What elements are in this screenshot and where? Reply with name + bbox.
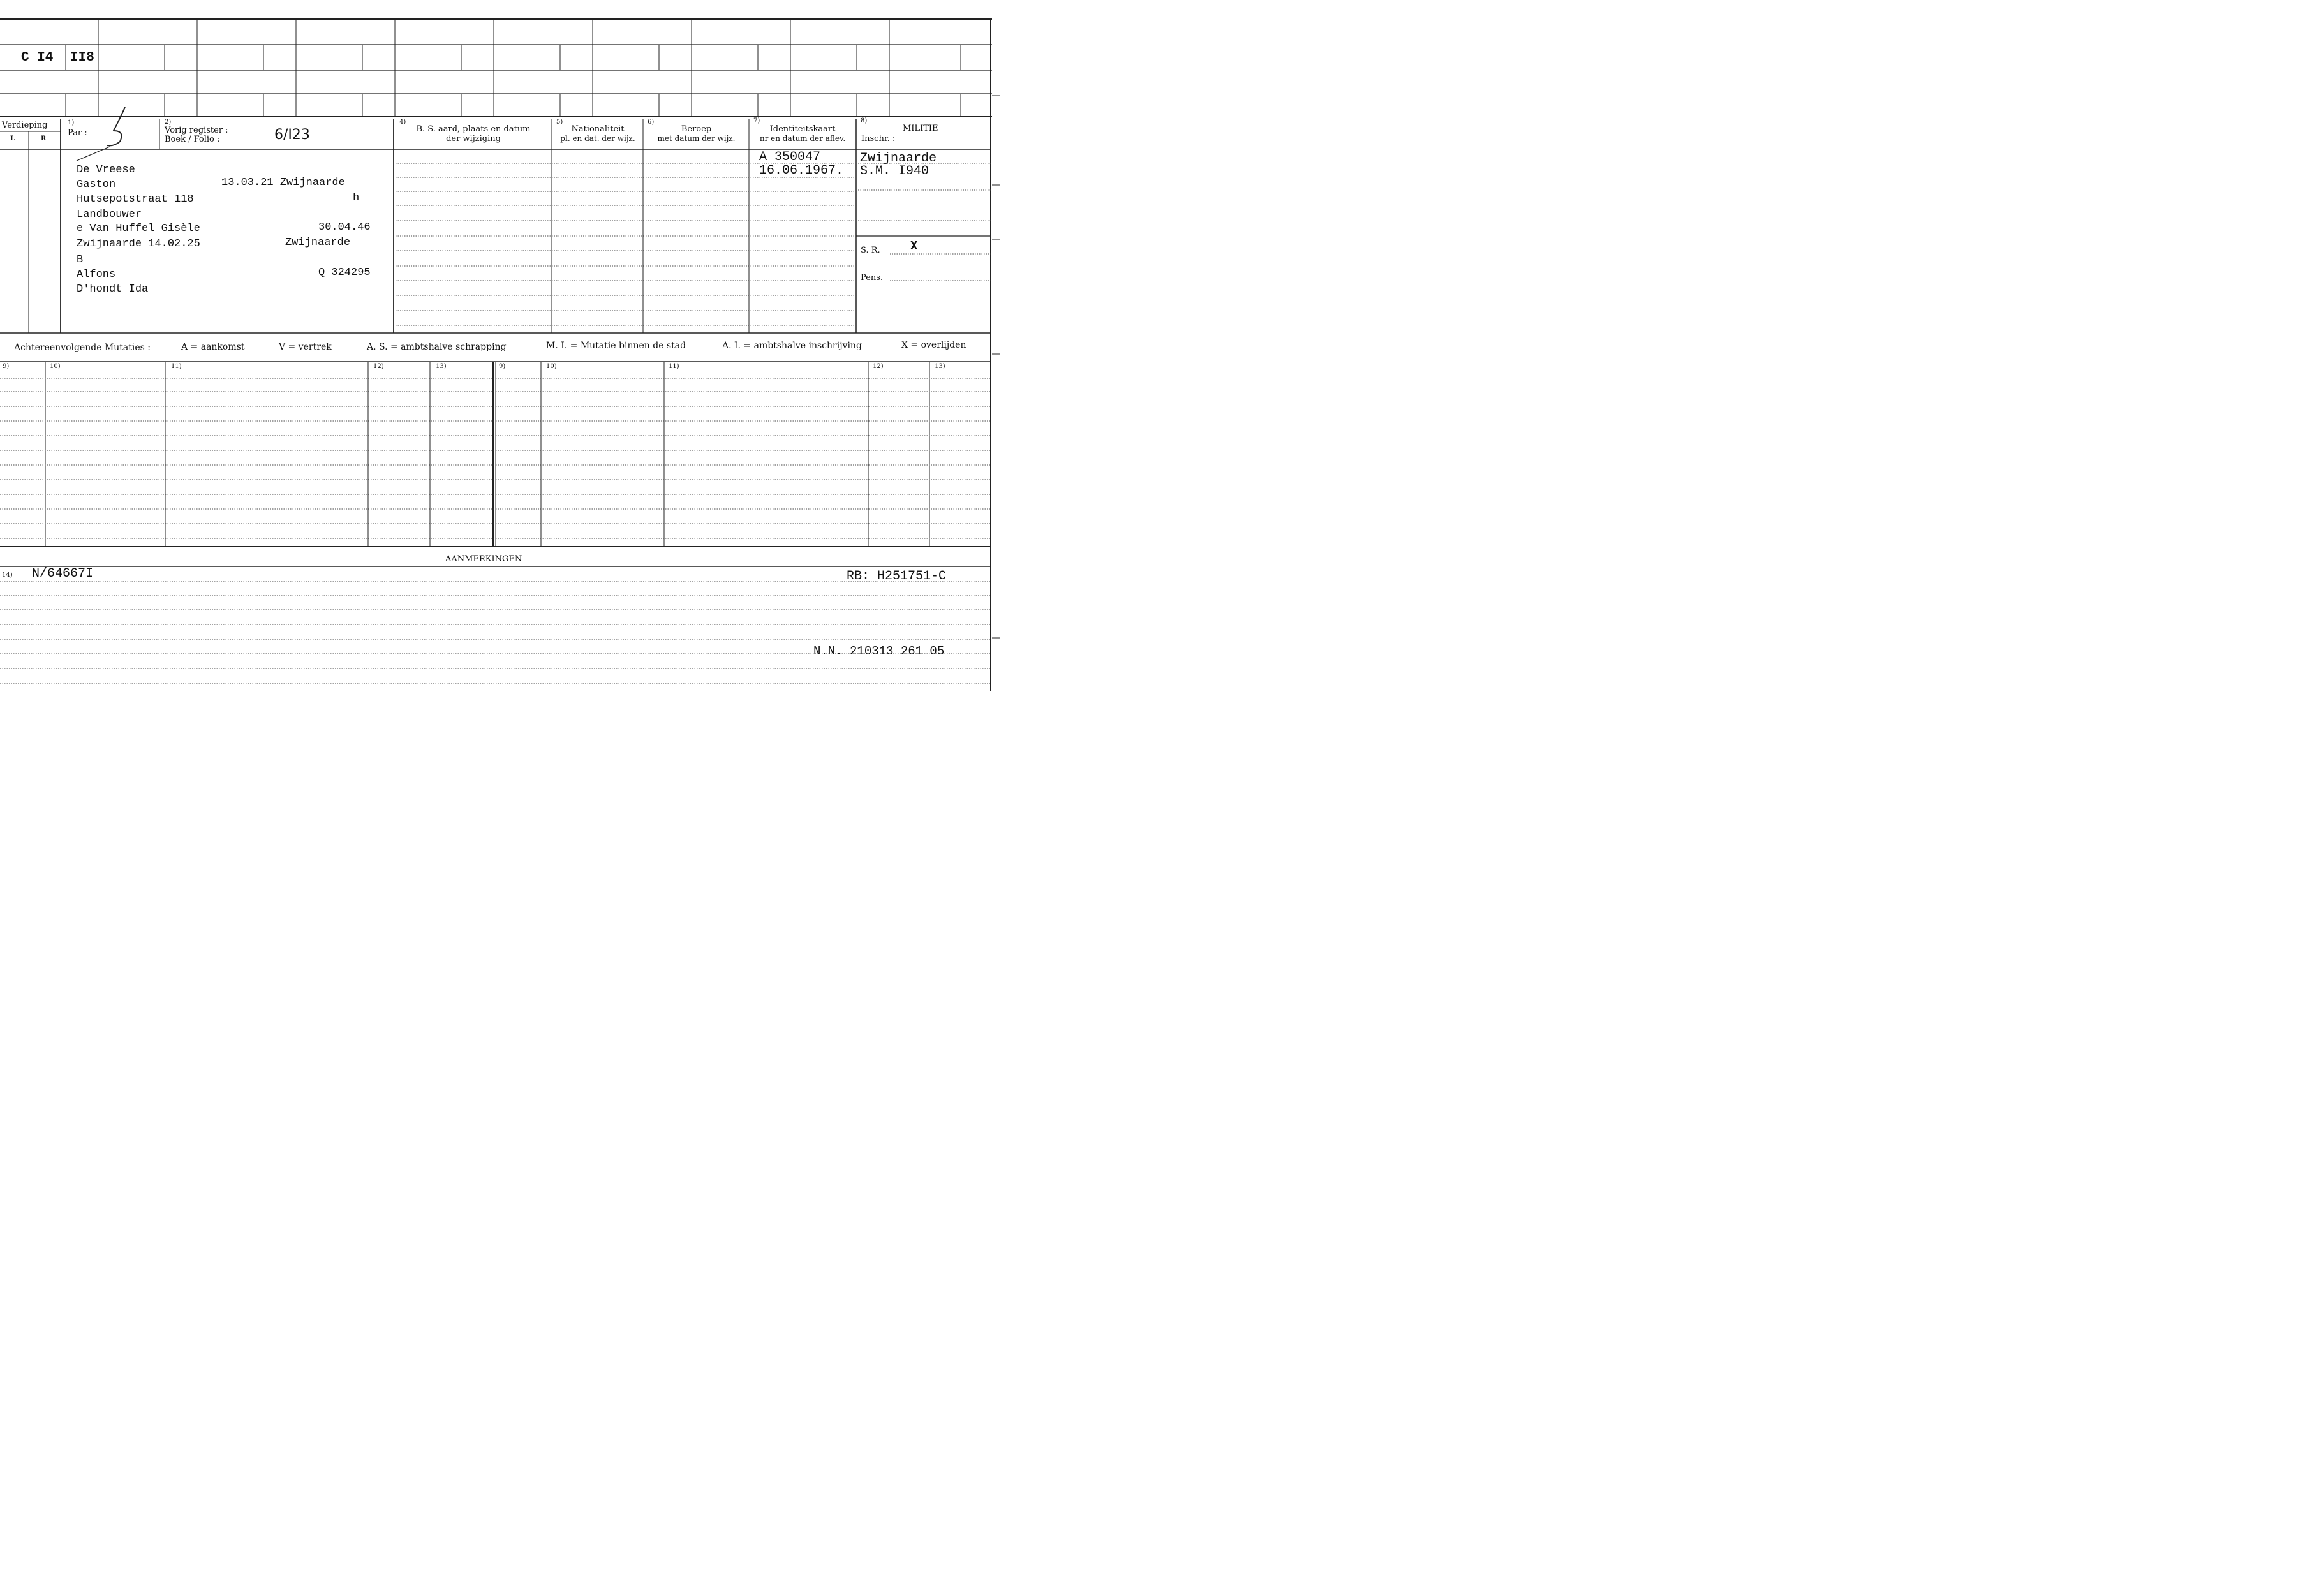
profession: Landbouwer <box>77 209 142 221</box>
address-flag: h <box>353 192 360 204</box>
col1-number: 1) <box>68 119 75 126</box>
mutation-col-11b: 11) <box>669 363 679 370</box>
father-code: Q 324295 <box>318 267 371 279</box>
legend-vertrek: V = vertrek <box>279 342 332 352</box>
mother-name: D'hondt Ida <box>77 283 149 295</box>
nationality: B <box>77 254 84 266</box>
col5-label-a: Nationaliteit <box>571 124 625 134</box>
verdieping-r: R <box>41 135 47 142</box>
col8-number: 8) <box>861 117 868 124</box>
par-value <box>114 124 124 141</box>
rb-number: RB: H251751-C <box>847 569 947 584</box>
pens-label: Pens. <box>861 273 884 283</box>
sr-value: X <box>910 239 918 253</box>
col5-number: 5) <box>556 119 563 126</box>
spouse-birth-date: Zwijnaarde 14.02.25 <box>77 238 200 250</box>
col7-label-b: nr en datum der aflev. <box>759 134 846 143</box>
legend-title: Achtereenvolgende Mutaties : <box>14 343 151 353</box>
col7-label-a: Identiteitskaart <box>769 124 836 134</box>
col6-label-b: met datum der wijz. <box>657 134 736 143</box>
boek-folio-value: 6/I23 <box>274 127 310 143</box>
par-label: Par : <box>68 128 87 138</box>
register-code: C I4 <box>21 50 54 65</box>
remarks-number: 14) <box>2 572 13 579</box>
militie-year: S.M. I940 <box>860 164 929 179</box>
legend-overlijden: X = overlijden <box>901 340 966 350</box>
militie-label: MILITIE <box>903 124 938 133</box>
legend-ambtshalve-inschrijving: A. I. = ambtshalve inschrijving <box>722 341 862 351</box>
verdieping-l: L <box>10 135 15 142</box>
birth-date-place: 13.03.21 Zwijnaarde <box>221 177 345 189</box>
mutation-col-10b: 10) <box>546 363 557 370</box>
address: Hutsepotstraat 118 <box>77 193 194 205</box>
sr-label: S. R. <box>861 246 880 255</box>
father-name: Alfons <box>77 269 116 281</box>
identity-card-number: A 350047 <box>759 150 821 165</box>
national-number: N.N. 210313 261 05 <box>813 644 945 658</box>
spouse-birth-place: Zwijnaarde <box>285 237 351 249</box>
mutation-col-11: 11) <box>171 363 182 370</box>
verdieping-label: Verdieping <box>2 121 48 130</box>
col4-number: 4) <box>399 119 406 126</box>
col7-number: 7) <box>753 117 760 124</box>
mutation-col-9b: 9) <box>499 363 506 370</box>
col6-label-a: Beroep <box>681 124 712 134</box>
legend-mutatie-binnen-stad: M. I. = Mutatie binnen de stad <box>546 341 686 351</box>
mutation-col-10: 10) <box>50 363 61 370</box>
mutation-col-12b: 12) <box>873 363 884 370</box>
militie-place: Zwijnaarde <box>860 151 937 166</box>
col4-label-a: B. S. aard, plaats en datum <box>416 124 531 134</box>
legend-ambtshalve-schrapping: A. S. = ambtshalve schrapping <box>367 342 507 352</box>
firstname: Gaston <box>77 179 116 191</box>
boek-folio-label: Boek / Folio : <box>165 135 220 144</box>
spouse-name: e Van Huffel Gisèle <box>77 223 200 235</box>
vorig-register-label: Vorig register : <box>165 126 228 135</box>
legend-aankomst: A = aankomst <box>181 342 245 352</box>
house-number-code: II8 <box>70 50 94 65</box>
col2-number: 2) <box>165 119 172 126</box>
mutation-col-12: 12) <box>373 363 384 370</box>
mutation-col-13b: 13) <box>935 363 945 370</box>
col4-label-b: der wijziging <box>446 134 501 144</box>
mutation-col-13: 13) <box>436 363 447 370</box>
marriage-date: 30.04.46 <box>318 221 371 233</box>
identity-card-date: 16.06.1967. <box>759 163 844 178</box>
col6-number: 6) <box>648 119 655 126</box>
inschr-label: Inschr. : <box>861 134 896 144</box>
remarks-reference: N/64667I <box>32 566 94 581</box>
remarks-title: AANMERKINGEN <box>445 554 522 564</box>
mutation-col-9: 9) <box>3 363 10 370</box>
surname: De Vreese <box>77 164 135 176</box>
col5-label-b: pl. en dat. der wijz. <box>560 134 635 143</box>
